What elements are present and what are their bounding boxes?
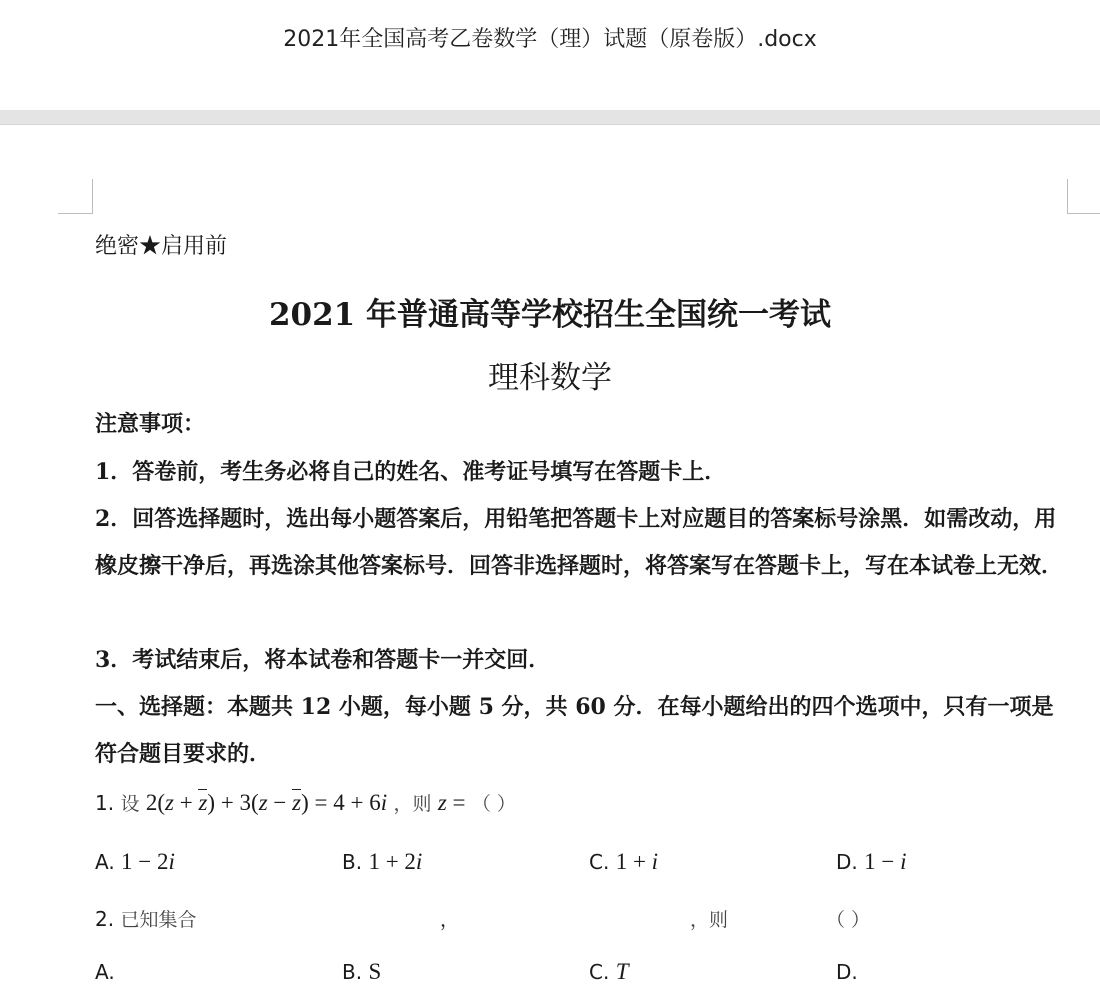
q2-then: ，则 [690,909,729,931]
answer-blank: （ ） [471,793,516,815]
q2-option-a: A. [95,960,115,984]
q2-option-b: B. S [342,959,382,984]
section-1-heading: 一、选择题：本题共 12 小题，每小题 5 分，共 60 分．在每小题给出的四个选项中，只有一项是符合题目要求的． [95,694,1054,767]
q1-option-b: B. 1 + 2i [342,849,423,874]
coef-b: 3 [239,790,252,815]
question-number: 1. [95,791,115,815]
document-title: 2021年全国高考乙卷数学（理）试题（原卷版）.docx [283,27,817,52]
page-gutter [0,110,1100,125]
document-page [0,125,1100,990]
note-2: 2．回答选择题时，选出每小题答案后，用铅笔把答题卡上对应题目的答案标号涂黑．如需改动，用橡皮擦干净后，再选涂其他答案标号．回答非选择题时，将答案写在答题卡上，写在本试卷上无效． [95,506,1064,579]
question-2 [95,905,196,932]
q2-comma: ， [440,909,460,931]
answer-blank: （ ） [826,909,871,931]
q2-option-c: C. T [589,959,629,984]
margin-corner-top-right [1067,179,1100,214]
title-bar [0,0,1100,110]
question-suffix: ，则 [393,793,432,815]
q1-option-d: D. 1 − i [836,849,907,874]
notes-heading: 注意事项： [95,411,206,437]
exam-subtitle: 理科数学 [488,360,612,396]
question-1: 1. 设 2(z + z) + 3(z − z) = 4 + 6i ，则 z = （ ） [95,790,516,815]
conjugate-mark: z [292,790,302,815]
secret-label: 绝密★启用前 [95,234,228,259]
question-prefix: 已知集合 [120,909,197,931]
exam-title: 2021 年普通高等学校招生全国统一考试 [268,297,832,333]
question-number: 2. [95,907,115,931]
q1-option-a: A. 1 − 2i [95,849,175,874]
q1-option-c: C. 1 + i [589,849,659,874]
note-3: 3．考试结束后，将本试卷和答题卡一并交回． [95,647,551,673]
question-prefix: 设 [120,793,140,815]
conjugate-mark: z [198,790,208,815]
q2-option-d: D. [836,960,858,984]
equation-rhs: = 4 + 6 [314,790,381,815]
note-1: 1．答卷前，考生务必将自己的姓名、准考证号填写在答题卡上． [95,459,727,485]
margin-corner-top-left [58,179,93,214]
coef-a: 2 [145,790,158,815]
question-1-equation: 2(z + z) + 3(z − z) = 4 + 6i [145,790,388,815]
